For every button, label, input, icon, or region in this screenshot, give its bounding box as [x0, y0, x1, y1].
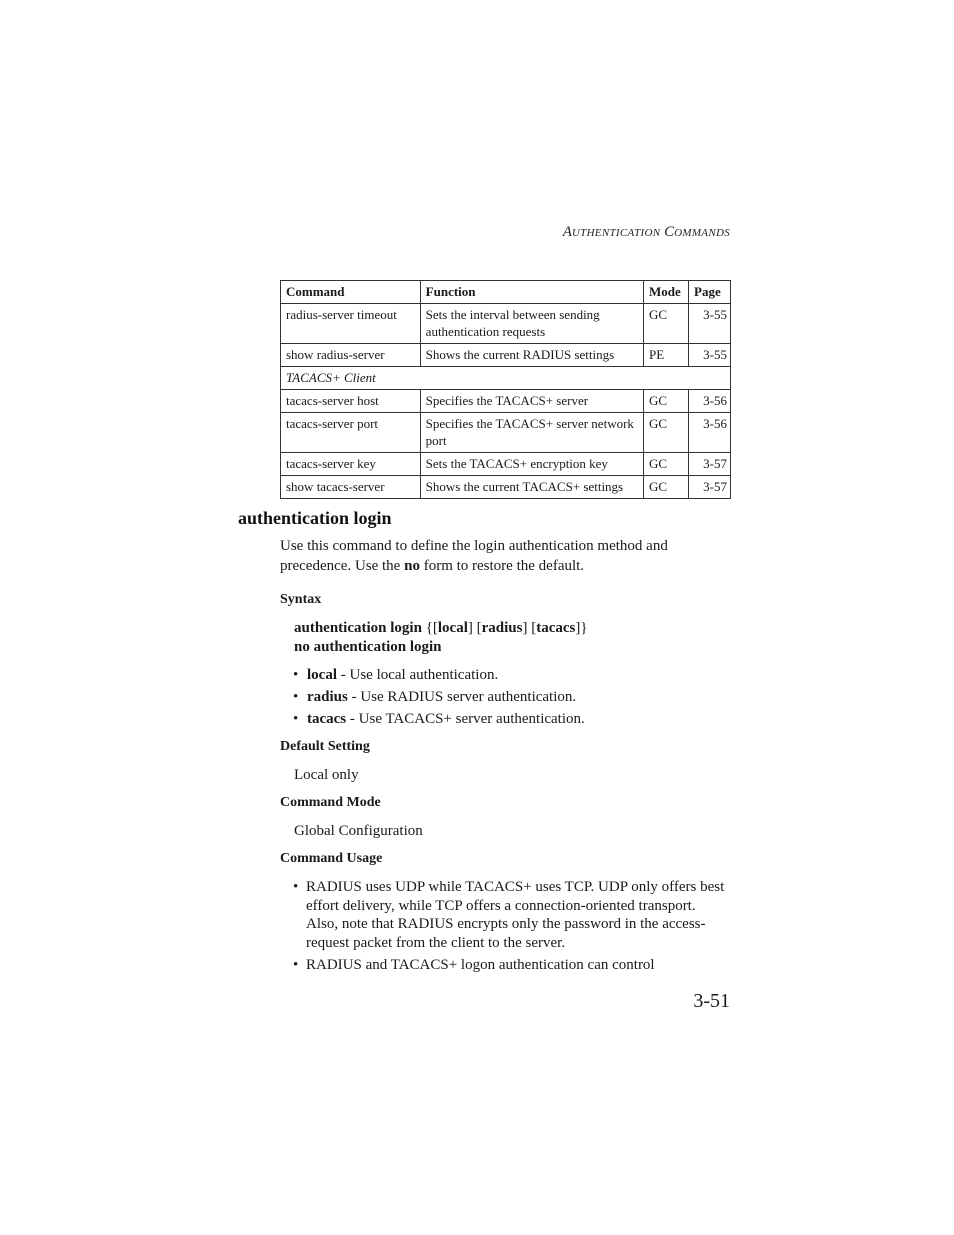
command-table — [280, 280, 731, 499]
section-title: authentication login — [238, 508, 392, 528]
syntax-no-form: no authentication login — [294, 639, 442, 655]
column-header: Mode — [644, 281, 689, 304]
cell-function: Specifies the TACACS+ server network port — [420, 413, 643, 453]
cell-mode: GC — [644, 304, 689, 344]
command-usage-label: Command Usage — [280, 851, 383, 866]
cell-mode: GC — [644, 413, 689, 453]
running-header — [450, 224, 730, 241]
command-mode-value: Global Configuration — [294, 823, 423, 839]
cell-command: radius-server timeout — [281, 304, 421, 344]
cell-command: tacacs-server key — [281, 453, 421, 476]
list-item: • RADIUS uses UDP while TACACS+ uses TCP. UDP only offers best effort delivery, while TCP offers a connection-oriented transport. Also, note that RADIUS encrypts only the password in the access-request packet from the client to the server. — [293, 879, 725, 951]
syntax-label: Syntax — [280, 592, 322, 607]
table-row — [281, 344, 731, 367]
cell-page: 3-56 — [689, 390, 731, 413]
cell-page: 3-57 — [689, 453, 731, 476]
cell-mode: GC — [644, 453, 689, 476]
table-header-row — [281, 281, 731, 304]
header-initial: A — [562, 224, 572, 240]
header-text: OMMANDS — [674, 227, 730, 239]
table-row — [281, 453, 731, 476]
option-list — [293, 665, 585, 731]
cell-mode: GC — [644, 390, 689, 413]
table-row — [281, 476, 731, 499]
section-label: TACACS+ Client — [281, 367, 731, 390]
cell-function: Shows the current RADIUS settings — [420, 344, 643, 367]
list-item: • RADIUS and TACACS+ logon authentication can control — [293, 957, 655, 973]
cell-page: 3-56 — [689, 413, 731, 453]
default-setting-value: Local only — [294, 767, 359, 783]
usage-list — [293, 878, 730, 979]
command-mode-label: Command Mode — [280, 795, 381, 810]
list-item: • tacacs - Use TACACS+ server authentication. — [293, 711, 585, 727]
cell-function: Shows the current TACACS+ settings — [420, 476, 643, 499]
column-header: Command — [281, 281, 421, 304]
default-setting-label: Default Setting — [280, 739, 370, 754]
cell-page: 3-55 — [689, 304, 731, 344]
table-row — [281, 304, 731, 344]
cell-page: 3-57 — [689, 476, 731, 499]
cell-function: Sets the interval between sending authentication requests — [420, 304, 643, 344]
intro-paragraph: Use this command to define the login authentication method and precedence. Use the no form to restore the default. — [280, 538, 668, 574]
list-item: • local - Use local authentication. — [293, 667, 499, 683]
list-item: • radius - Use RADIUS server authentication. — [293, 689, 577, 705]
page-number: 3-51 — [693, 990, 730, 1012]
cell-command: tacacs-server host — [281, 390, 421, 413]
cell-mode: GC — [644, 476, 689, 499]
column-header: Function — [420, 281, 643, 304]
cell-function: Sets the TACACS+ encryption key — [420, 453, 643, 476]
table-row — [281, 390, 731, 413]
table-row — [281, 413, 731, 453]
cell-mode: PE — [644, 344, 689, 367]
header-initial: C — [664, 224, 675, 240]
header-text: UTHENTICATION — [571, 227, 661, 239]
syntax-block — [294, 619, 588, 657]
cell-command: tacacs-server port — [281, 413, 421, 453]
cell-page: 3-55 — [689, 344, 731, 367]
syntax-line: authentication login {[local] [radius] [tacacs]} — [294, 620, 588, 636]
cell-command: show radius-server — [281, 344, 421, 367]
cell-function: Specifies the TACACS+ server — [420, 390, 643, 413]
cell-command: show tacacs-server — [281, 476, 421, 499]
column-header: Page — [689, 281, 731, 304]
table-section-row — [281, 367, 731, 390]
